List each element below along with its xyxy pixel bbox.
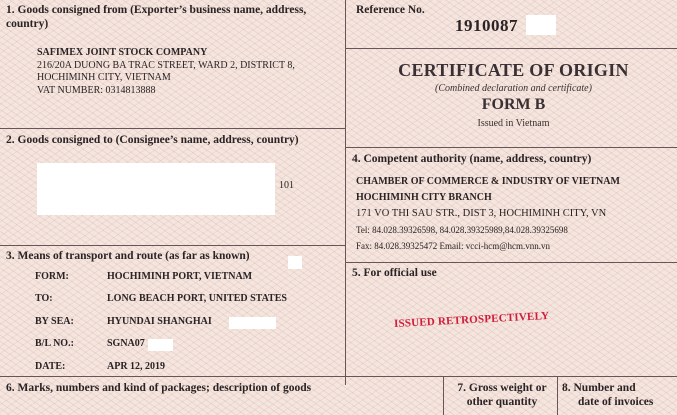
transport-key-date: DATE: (35, 361, 66, 372)
transport-key-to: TO: (35, 293, 53, 304)
box3-label: 3. Means of transport and route (as far as known) (6, 250, 250, 262)
exporter-address-line2: HOCHIMINH CITY, VIETNAM (37, 72, 171, 83)
box1-label (6, 3, 342, 31)
redaction (148, 339, 173, 351)
box6-label: 6. Marks, numbers and kind of packages; description of goods (6, 382, 312, 394)
authority-fax: Fax: 84.028.39325472 Email: vcci-hcm@hcm.vnn.vn (356, 241, 551, 251)
transport-key-vessel: BY SEA: (35, 316, 74, 327)
form-type: FORM B (481, 96, 546, 113)
divider (345, 48, 677, 49)
divider (0, 128, 345, 129)
redaction (288, 256, 302, 269)
divider (0, 376, 677, 377)
authority-name: CHAMBER OF COMMERCE & INDUSTRY OF VIETNAM (356, 176, 620, 187)
box7-label-line2: other quantity (466, 396, 538, 408)
transport-value-from: HOCHIMINH PORT, VIETNAM (107, 271, 253, 282)
box5-label: 5. For official use (352, 267, 437, 279)
box7-label (449, 381, 555, 409)
transport-value-bl: SGNA07 (107, 338, 145, 349)
exporter-vat: VAT NUMBER: 0314813888 (37, 84, 156, 96)
reference-number: 1910087 (455, 16, 518, 35)
authority-block (356, 174, 674, 254)
transport-value-to: LONG BEACH PORT, UNITED STATES (107, 293, 287, 304)
transport-value-date: APR 12, 2019 (107, 361, 166, 372)
authority-branch: HOCHIMINH CITY BRANCH (356, 192, 492, 203)
authority-address: 171 VO THI SAU STR., DIST 3, HOCHIMINH CITY, VN (356, 208, 607, 219)
divider (443, 376, 444, 415)
reference-label: Reference No. (356, 4, 425, 16)
redaction (37, 163, 275, 215)
issued-in: Issued in Vietnam (477, 118, 550, 129)
transport-key-bl: B/L NO.: (35, 338, 74, 349)
retrospective-stamp: ISSUED RETROSPECTIVELY (393, 309, 550, 331)
exporter-address-line1: 216/20A DUONG BA TRAC STREET, WARD 2, DISTRICT 8, (37, 59, 295, 71)
divider (345, 0, 346, 385)
box2-label: 2. Goods consigned to (Consignee’s name, address, country) (6, 134, 299, 146)
divider (345, 262, 677, 263)
transport-key-from: FORM: (35, 271, 69, 282)
certificate-title: CERTIFICATE OF ORIGIN (398, 60, 629, 80)
box8-label (562, 381, 674, 409)
divider (345, 147, 677, 148)
box1-label-line1: 1. Goods consigned from (Exporter’s business name, address, (6, 4, 307, 16)
redaction (229, 317, 276, 329)
transport-value-vessel: HYUNDAI SHANGHAI (107, 316, 212, 327)
exporter-block (37, 47, 342, 97)
certificate-subtitle: (Combined declaration and certificate) (435, 83, 592, 94)
consignee-fragment: 101 (279, 180, 294, 191)
box7-label-line1: 7. Gross weight or (457, 382, 547, 394)
box1-label-line2: country) (6, 18, 49, 30)
exporter-name: SAFIMEX JOINT STOCK COMPANY (37, 47, 208, 58)
box8-label-line2: date of invoices (578, 396, 654, 408)
divider (557, 376, 558, 415)
box8-label-line1: 8. Number and (562, 382, 636, 394)
authority-tel: Tel: 84.028.39326598, 84.028.39325989,84.028.39325698 (356, 225, 568, 235)
divider (0, 245, 345, 246)
box4-label: 4. Competent authority (name, address, country) (352, 153, 592, 165)
redaction (526, 15, 556, 35)
